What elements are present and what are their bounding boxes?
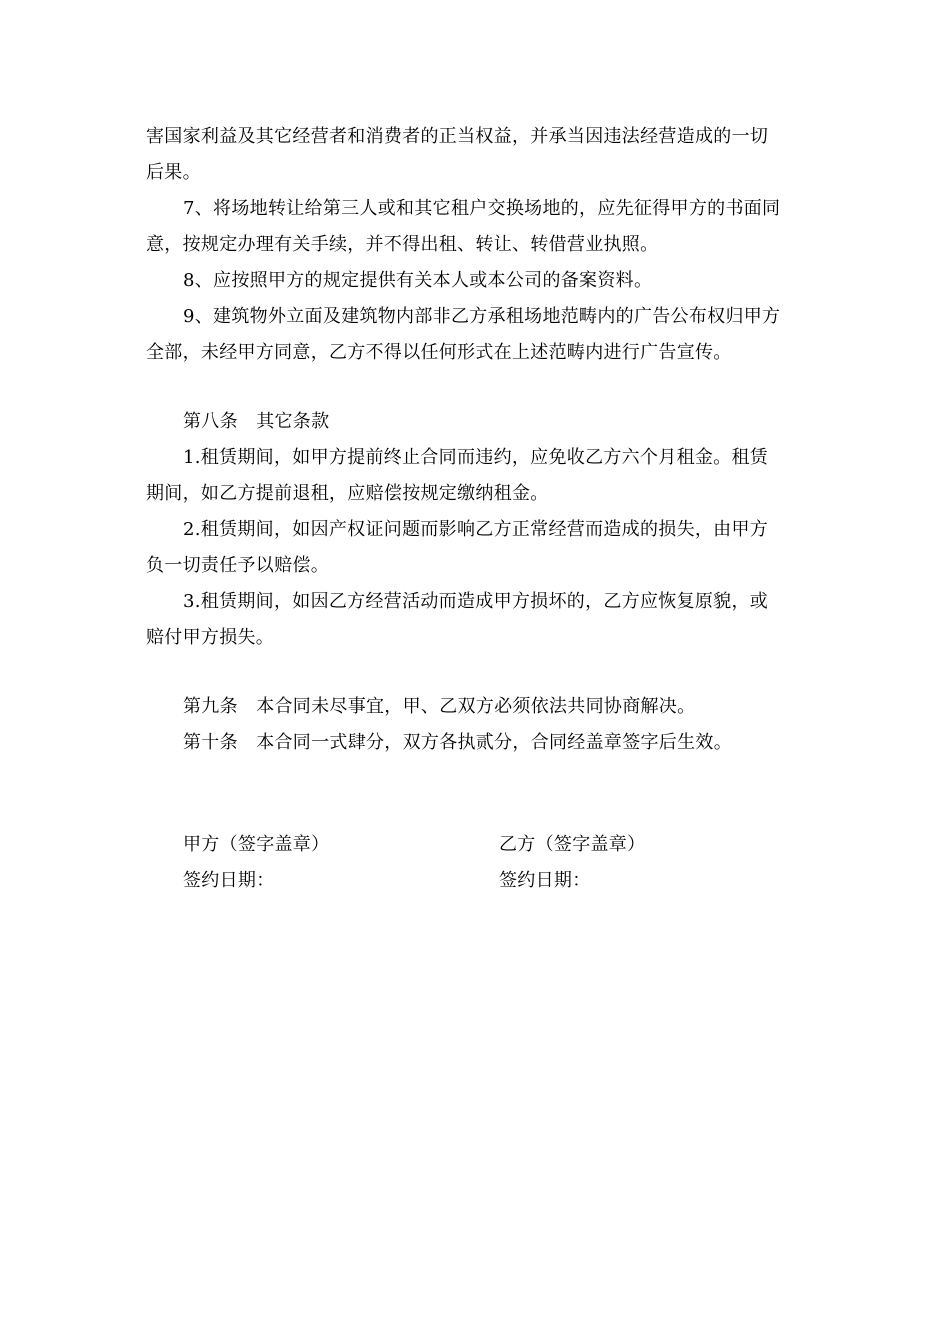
party-a-signing-date: 签约日期： <box>183 870 275 891</box>
item-8-line-1: 8、应按照甲方的规定提供有关本人或本公司的备案资料。 <box>183 270 653 291</box>
clause-7-continuation-line-2: 后果。 <box>146 162 201 183</box>
article-8-item-1-line-2: 期间，如乙方提前退租，应赔偿按规定缴纳租金。 <box>146 483 549 504</box>
article-8-item-2-line-1: 2.租赁期间，如因产权证问题而影响乙方正常经营而造成的损失，由甲方 <box>183 519 769 540</box>
item-7-line-1: 7、将场地转让给第三人或和其它租户交换场地的，应先征得甲方的书面同 <box>183 198 781 219</box>
item-9-line-2: 全部，未经甲方同意，乙方不得以任何形式在上述范畴内进行广告宣传。 <box>146 342 732 363</box>
article-8-item-3-line-2: 赔付甲方损失。 <box>146 627 275 648</box>
article-9: 第九条 本合同未尽事宜，甲、乙双方必须依法共同协商解决。 <box>183 696 696 717</box>
article-10: 第十条 本合同一式肆分，双方各执贰分，合同经盖章签字后生效。 <box>183 732 732 753</box>
article-8-item-3-line-1: 3.租赁期间，如因乙方经营活动而造成甲方损坏的，乙方应恢复原貌，或 <box>183 591 769 612</box>
party-a-signature-label: 甲方（签字盖章） <box>183 834 330 855</box>
article-8-heading: 第八条 其它条款 <box>183 411 330 432</box>
article-8-item-1-line-1: 1.租赁期间，如甲方提前终止合同而违约，应免收乙方六个月租金。租赁 <box>183 447 769 468</box>
party-b-signature-label: 乙方（签字盖章） <box>499 834 646 855</box>
item-9-line-1: 9、建筑物外立面及建筑物内部非乙方承租场地范畴内的广告公布权归甲方 <box>183 306 781 327</box>
party-b-signing-date: 签约日期： <box>499 870 591 891</box>
clause-7-continuation-line-1: 害国家利益及其它经营者和消费者的正当权益，并承当因违法经营造成的一切 <box>146 126 769 147</box>
item-7-line-2: 意，按规定办理有关手续，并不得出租、转让、转借营业执照。 <box>146 234 659 255</box>
article-8-item-2-line-2: 负一切责任予以赔偿。 <box>146 555 329 576</box>
